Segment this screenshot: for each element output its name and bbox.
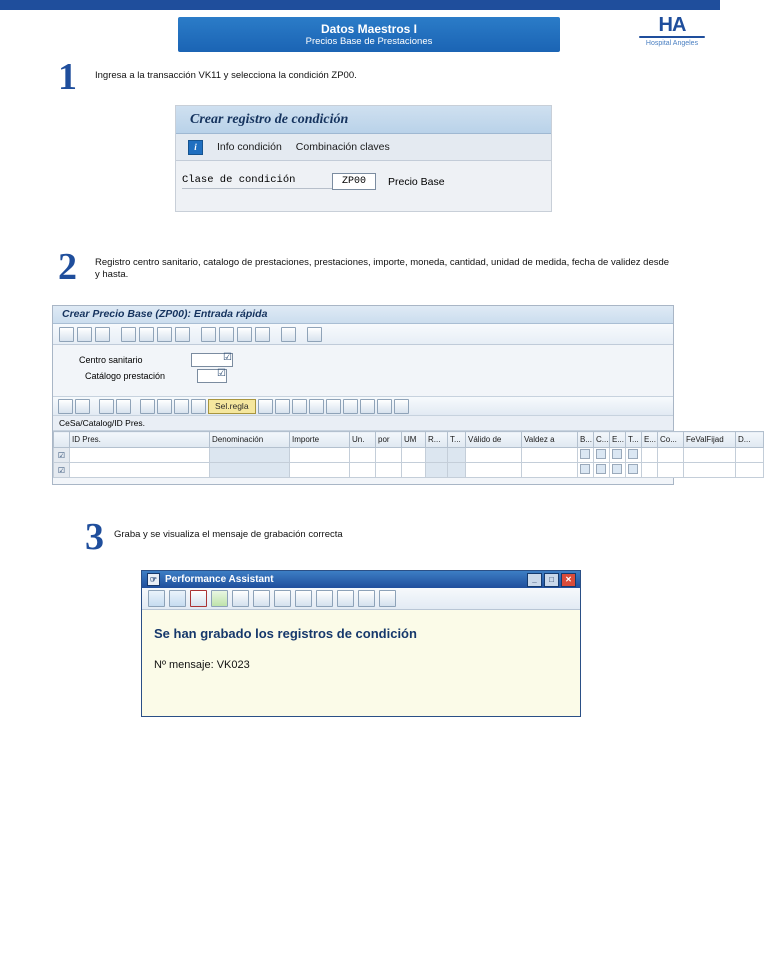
grid-lock-icon[interactable] — [191, 399, 206, 414]
cell-t[interactable] — [448, 448, 466, 463]
cell-r[interactable] — [426, 448, 448, 463]
col-e2[interactable]: E... — [642, 432, 658, 448]
grid-sort-desc-icon[interactable] — [343, 399, 358, 414]
cell-e1[interactable] — [610, 463, 626, 478]
cell-por[interactable] — [376, 448, 402, 463]
grid-subtotal-icon[interactable] — [394, 399, 409, 414]
cell-r[interactable] — [426, 463, 448, 478]
edit-icon[interactable] — [237, 327, 252, 342]
conditions-table — [53, 431, 764, 478]
grid-subheader: CeSa/Catalog/ID Pres. — [53, 416, 673, 431]
col-denominacion[interactable]: Denominación — [210, 432, 290, 448]
person-icon[interactable] — [281, 327, 296, 342]
grid-delete-icon[interactable] — [174, 399, 189, 414]
col-e1[interactable]: E... — [610, 432, 626, 448]
col-b[interactable]: B... — [578, 432, 594, 448]
display-icon[interactable] — [295, 590, 312, 607]
cell-fevalfijad[interactable] — [684, 448, 736, 463]
cell-um[interactable] — [402, 448, 426, 463]
cell-valido-de[interactable] — [466, 463, 522, 478]
logo-mark: HA — [658, 14, 686, 36]
col-id-pres[interactable]: ID Pres. — [70, 432, 210, 448]
grid-key-icon[interactable] — [292, 399, 307, 414]
performance-assistant-titlebar — [142, 571, 580, 588]
copy-icon[interactable] — [337, 590, 354, 607]
figure2-title: Crear Precio Base (ZP00): Entrada rápida — [53, 306, 673, 324]
figure2-grid-toolbar — [53, 396, 673, 416]
col-valido-de[interactable]: Válido de — [466, 432, 522, 448]
forward-arrow-icon[interactable] — [169, 590, 186, 607]
cell-b[interactable] — [578, 448, 594, 463]
search-icon[interactable] — [77, 327, 92, 342]
figure2-toolbar — [53, 324, 673, 345]
col-fevalfijad[interactable]: FeValFijad — [684, 432, 736, 448]
book-icon[interactable] — [190, 590, 207, 607]
cell-co[interactable] — [658, 463, 684, 478]
cell-valdez-a[interactable] — [522, 463, 578, 478]
catalogo-prestacion-input[interactable] — [197, 369, 227, 383]
cell-t[interactable] — [448, 463, 466, 478]
centro-sanitario-input[interactable] — [191, 353, 233, 367]
clase-condicion-description: Precio Base — [388, 175, 445, 188]
grid-filter-icon[interactable] — [360, 399, 375, 414]
hospital-logo — [630, 15, 714, 48]
row-select-checkbox[interactable]: ☑ — [54, 463, 70, 478]
col-c[interactable]: C... — [594, 432, 610, 448]
grid-doc-icon[interactable] — [258, 399, 273, 414]
page-title: Datos Maestros I — [320, 21, 418, 36]
page-subtitle: Precios Base de Prestaciones — [305, 35, 433, 47]
centro-sanitario-label: Centro sanitario — [79, 355, 143, 365]
cell-id-pres[interactable] — [70, 463, 210, 478]
cell-denominacion[interactable] — [210, 463, 290, 478]
checkbox-c-icon[interactable] — [596, 464, 606, 474]
col-por[interactable]: por — [376, 432, 402, 448]
table-header-row — [54, 432, 764, 448]
checkbox-t2-icon[interactable] — [628, 449, 638, 459]
grid-total-icon[interactable] — [377, 399, 392, 414]
figure-performance-assistant — [141, 570, 581, 717]
catalogo-prestacion-label: Catálogo prestación — [85, 371, 166, 381]
maximize-button[interactable]: □ — [544, 573, 559, 587]
performance-assistant-toolbar — [142, 588, 580, 610]
row-select-checkbox[interactable]: ☑ — [54, 448, 70, 463]
col-t[interactable]: T... — [448, 432, 466, 448]
cell-fevalfijad[interactable] — [684, 463, 736, 478]
next-page-icon[interactable] — [157, 327, 172, 342]
cancel-icon[interactable] — [379, 590, 396, 607]
tab-info-condicion[interactable]: Info condición — [217, 141, 282, 153]
back-arrow-icon[interactable] — [148, 590, 165, 607]
top-accent-bar — [0, 0, 720, 10]
field-row-catalogo-prestacion — [61, 368, 673, 384]
cell-t2[interactable] — [626, 463, 642, 478]
window-app-icon: ☞ — [147, 573, 160, 586]
last-page-icon[interactable] — [175, 327, 190, 342]
cell-por[interactable] — [376, 463, 402, 478]
step-text-2: Registro centro sanitario, catalogo de prestaciones, prestaciones, importe, moneda, cantidad, unidad de medida, fecha de validez desde y hasta. — [95, 257, 670, 280]
close-button[interactable]: ✕ — [561, 573, 576, 587]
grid-create-icon[interactable] — [140, 399, 155, 414]
application-help-icon[interactable] — [211, 590, 228, 607]
step-number-2: 2 — [58, 246, 77, 288]
col-t2[interactable]: T... — [626, 432, 642, 448]
logo-text: Hospital Angeles — [645, 40, 699, 47]
print-icon[interactable] — [316, 590, 333, 607]
checkbox-b-icon[interactable] — [580, 464, 590, 474]
message-number: Nº mensaje: VK023 — [154, 659, 250, 671]
first-page-icon[interactable] — [121, 327, 136, 342]
edit-note-icon[interactable] — [274, 590, 291, 607]
col-valdez-a[interactable]: Valdez a — [522, 432, 578, 448]
col-un[interactable]: Un. — [350, 432, 376, 448]
col-um[interactable]: UM — [402, 432, 426, 448]
cell-importe[interactable] — [290, 463, 350, 478]
field-row-centro-sanitario — [61, 352, 673, 368]
cell-un[interactable] — [350, 448, 376, 463]
clase-condicion-label: Clase de condición — [182, 174, 332, 189]
step-text-1: Ingresa a la transacción VK11 y selecciona la condición ZP00. — [95, 70, 357, 81]
cell-c[interactable] — [594, 448, 610, 463]
sel-regla-button[interactable]: Sel.regla — [208, 399, 256, 414]
note-icon[interactable] — [232, 590, 249, 607]
col-d[interactable]: D... — [736, 432, 764, 448]
cell-e2[interactable] — [642, 448, 658, 463]
grid-detail-icon[interactable] — [58, 399, 73, 414]
performance-assistant-content — [142, 610, 580, 671]
step-number-3: 3 — [85, 516, 104, 558]
figure-crear-registro-condicion — [175, 105, 552, 212]
col-co[interactable]: Co... — [658, 432, 684, 448]
checkbox-b-icon[interactable] — [580, 449, 590, 459]
figure1-tabbar — [176, 134, 551, 161]
col-select[interactable] — [54, 432, 70, 448]
checkbox-e1-icon[interactable] — [612, 449, 622, 459]
checkbox-t2-icon[interactable] — [628, 464, 638, 474]
cell-b[interactable] — [578, 463, 594, 478]
cell-valdez-a[interactable] — [522, 448, 578, 463]
info-detail-icon[interactable] — [201, 327, 216, 342]
cell-d[interactable] — [736, 448, 764, 463]
step-text-3: Graba y se visualiza el mensaje de grabación correcta — [114, 529, 343, 540]
grid-doc2-icon[interactable] — [275, 399, 290, 414]
cell-d[interactable] — [736, 463, 764, 478]
clipboard-icon[interactable] — [358, 590, 375, 607]
figure-crear-precio-base — [52, 305, 751, 485]
cell-denominacion[interactable] — [210, 448, 290, 463]
grid-undo-icon[interactable] — [116, 399, 131, 414]
checkbox-e1-icon[interactable] — [612, 464, 622, 474]
cell-valido-de[interactable] — [466, 448, 522, 463]
col-r[interactable]: R... — [426, 432, 448, 448]
tab-combinacion-claves[interactable]: Combinación claves — [295, 141, 390, 153]
figure1-title: Crear registro de condición — [176, 106, 551, 134]
cell-un[interactable] — [350, 463, 376, 478]
success-message-heading: Se han grabado los registros de condición — [154, 626, 417, 641]
cell-e1[interactable] — [610, 448, 626, 463]
cell-importe[interactable] — [290, 448, 350, 463]
copy-icon[interactable] — [219, 327, 234, 342]
col-importe[interactable]: Importe — [290, 432, 350, 448]
grid-select-icon[interactable] — [75, 399, 90, 414]
paste-icon[interactable] — [307, 327, 322, 342]
print-icon[interactable] — [59, 327, 74, 342]
info-icon: i — [188, 140, 203, 155]
clase-condicion-input[interactable]: ZP00 — [332, 173, 376, 190]
cell-t2[interactable] — [626, 448, 642, 463]
table-row[interactable] — [54, 463, 764, 478]
pencil-icon[interactable] — [253, 590, 270, 607]
cell-id-pres[interactable] — [70, 448, 210, 463]
cell-um[interactable] — [402, 463, 426, 478]
cell-c[interactable] — [594, 463, 610, 478]
figure2-selection-fields — [53, 345, 673, 396]
grid-sort-asc-icon[interactable] — [326, 399, 341, 414]
minimize-button[interactable]: _ — [527, 573, 542, 587]
logo-divider — [639, 36, 705, 38]
cell-e2[interactable] — [642, 463, 658, 478]
tools-icon[interactable] — [255, 327, 270, 342]
page-header-banner — [178, 17, 560, 52]
step-number-1: 1 — [58, 56, 77, 98]
grid-copy-icon[interactable] — [157, 399, 172, 414]
checkbox-c-icon[interactable] — [596, 449, 606, 459]
cell-co[interactable] — [658, 448, 684, 463]
grid-print-icon[interactable] — [309, 399, 324, 414]
window-controls — [527, 573, 580, 587]
performance-assistant-title: Performance Assistant — [165, 574, 274, 585]
previous-page-icon[interactable] — [139, 327, 154, 342]
figure1-field-row — [176, 161, 551, 190]
grid-list-icon[interactable] — [99, 399, 114, 414]
table-row[interactable] — [54, 448, 764, 463]
search-next-icon[interactable] — [95, 327, 110, 342]
